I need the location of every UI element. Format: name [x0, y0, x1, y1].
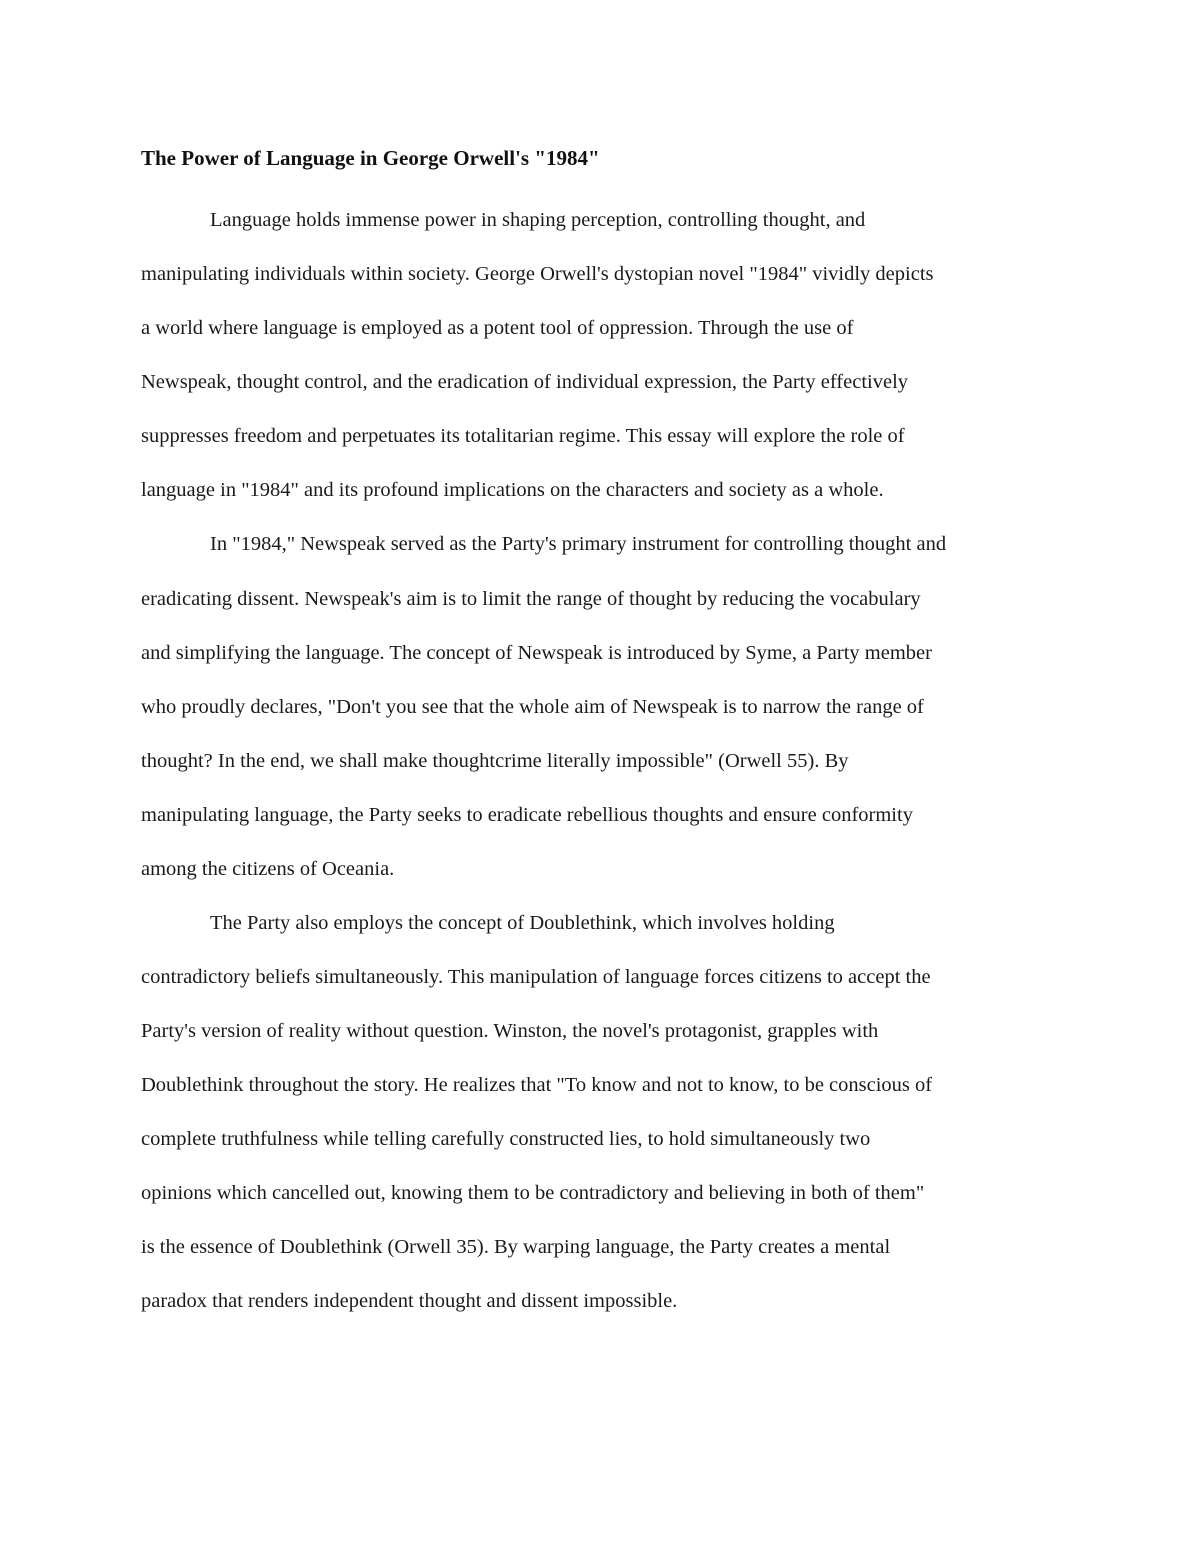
paragraph-line: suppresses freedom and perpetuates its totalitarian regime. This essay will explore the role of: [141, 425, 905, 447]
paragraph-line: who proudly declares, "Don't you see that the whole aim of Newspeak is to narrow the range of: [141, 696, 924, 718]
paragraph-line: a world where language is employed as a potent tool of oppression. Through the use of: [141, 317, 854, 339]
paragraph-line: complete truthfulness while telling carefully constructed lies, to hold simultaneously two: [141, 1128, 871, 1150]
paragraph-line: The Party also employs the concept of Doublethink, which involves holding: [210, 912, 835, 934]
paragraph-line: and simplifying the language. The concept of Newspeak is introduced by Syme, a Party member: [141, 642, 932, 664]
paragraph-line: manipulating individuals within society. George Orwell's dystopian novel "1984" vividly depicts: [141, 263, 934, 285]
paragraph-line: among the citizens of Oceania.: [141, 858, 395, 880]
paragraph-line: language in "1984" and its profound implications on the characters and society as a whole.: [141, 479, 884, 501]
paragraph-line: In "1984," Newspeak served as the Party's primary instrument for controlling thought and: [210, 533, 947, 555]
paragraph-line: eradicating dissent. Newspeak's aim is to limit the range of thought by reducing the vocabulary: [141, 588, 921, 610]
paragraph-line: manipulating language, the Party seeks to eradicate rebellious thoughts and ensure conformity: [141, 804, 913, 826]
paragraph-line: thought? In the end, we shall make thoughtcrime literally impossible" (Orwell 55). By: [141, 750, 849, 772]
paragraph-line: opinions which cancelled out, knowing them to be contradictory and believing in both of them": [141, 1182, 925, 1204]
paragraph-line: contradictory beliefs simultaneously. This manipulation of language forces citizens to accept the: [141, 966, 931, 988]
paragraph-line: Newspeak, thought control, and the eradication of individual expression, the Party effectively: [141, 371, 909, 393]
paragraph-line: Language holds immense power in shaping perception, controlling thought, and: [210, 209, 866, 231]
paragraph-line: Doublethink throughout the story. He realizes that "To know and not to know, to be conscious of: [141, 1074, 933, 1096]
paragraph-line: paradox that renders independent thought and dissent impossible.: [141, 1290, 678, 1312]
paragraph-line: is the essence of Doublethink (Orwell 35). By warping language, the Party creates a mental: [141, 1236, 891, 1258]
essay-title: The Power of Language in George Orwell's "1984": [141, 146, 600, 170]
paragraph-line: Party's version of reality without question. Winston, the novel's protagonist, grapples with: [141, 1020, 879, 1042]
